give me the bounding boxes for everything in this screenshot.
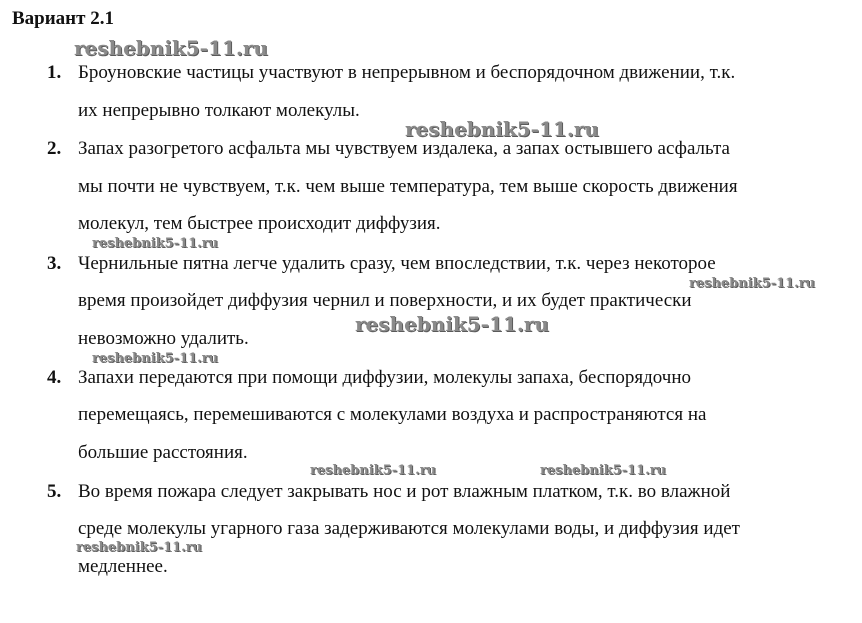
item-line: среде молекулы угарного газа задерживаются молекулами воды, и диффузия идет [78, 518, 740, 539]
watermark: reshebnik5-11.ru [405, 117, 599, 141]
item-line: Чернильные пятна легче удалить сразу, чем впоследствии, т.к. через некоторое [78, 253, 716, 274]
item-line: Во время пожара следует закрывать нос и рот влажным платком, т.к. во влажной [78, 481, 731, 502]
item-line: мы почти не чувствуем, т.к. чем выше температура, тем выше скорость движения [78, 176, 738, 197]
item-line: их непрерывно толкают молекулы. [78, 100, 360, 121]
item-line: большие расстояния. [78, 442, 248, 463]
item-number: 1. [47, 62, 62, 83]
watermark: reshebnik5-11.ru [540, 463, 667, 478]
page-title: Вариант 2.1 [12, 8, 114, 29]
watermark: reshebnik5-11.ru [76, 540, 203, 555]
item-line: перемещаясь, перемешиваются с молекулами воздуха и распространяются на [78, 404, 707, 425]
watermark: reshebnik5-11.ru [689, 276, 816, 291]
watermark: reshebnik5-11.ru [92, 351, 219, 366]
item-line: невозможно удалить. [78, 328, 249, 349]
item-line: время произойдет диффузия чернил и поверхности, и их будет практически [78, 290, 692, 311]
item-number: 4. [47, 367, 62, 388]
item-line: молекул, тем быстрее происходит диффузия. [78, 213, 441, 234]
item-line: Броуновские частицы участвуют в непрерывном и беспорядочном движении, т.к. [78, 62, 736, 83]
item-number: 3. [47, 253, 62, 274]
watermark: reshebnik5-11.ru [92, 236, 219, 251]
item-line: Запах разогретого асфальта мы чувствуем издалека, а запах остывшего асфальта [78, 138, 730, 159]
watermark: reshebnik5-11.ru [355, 312, 549, 336]
item-line: медленнее. [78, 556, 168, 577]
item-line: Запахи передаются при помощи диффузии, молекулы запаха, беспорядочно [78, 367, 692, 388]
item-number: 2. [47, 138, 62, 159]
watermark: reshebnik5-11.ru [310, 463, 437, 478]
item-number: 5. [47, 481, 62, 502]
watermark: reshebnik5-11.ru [74, 36, 268, 60]
